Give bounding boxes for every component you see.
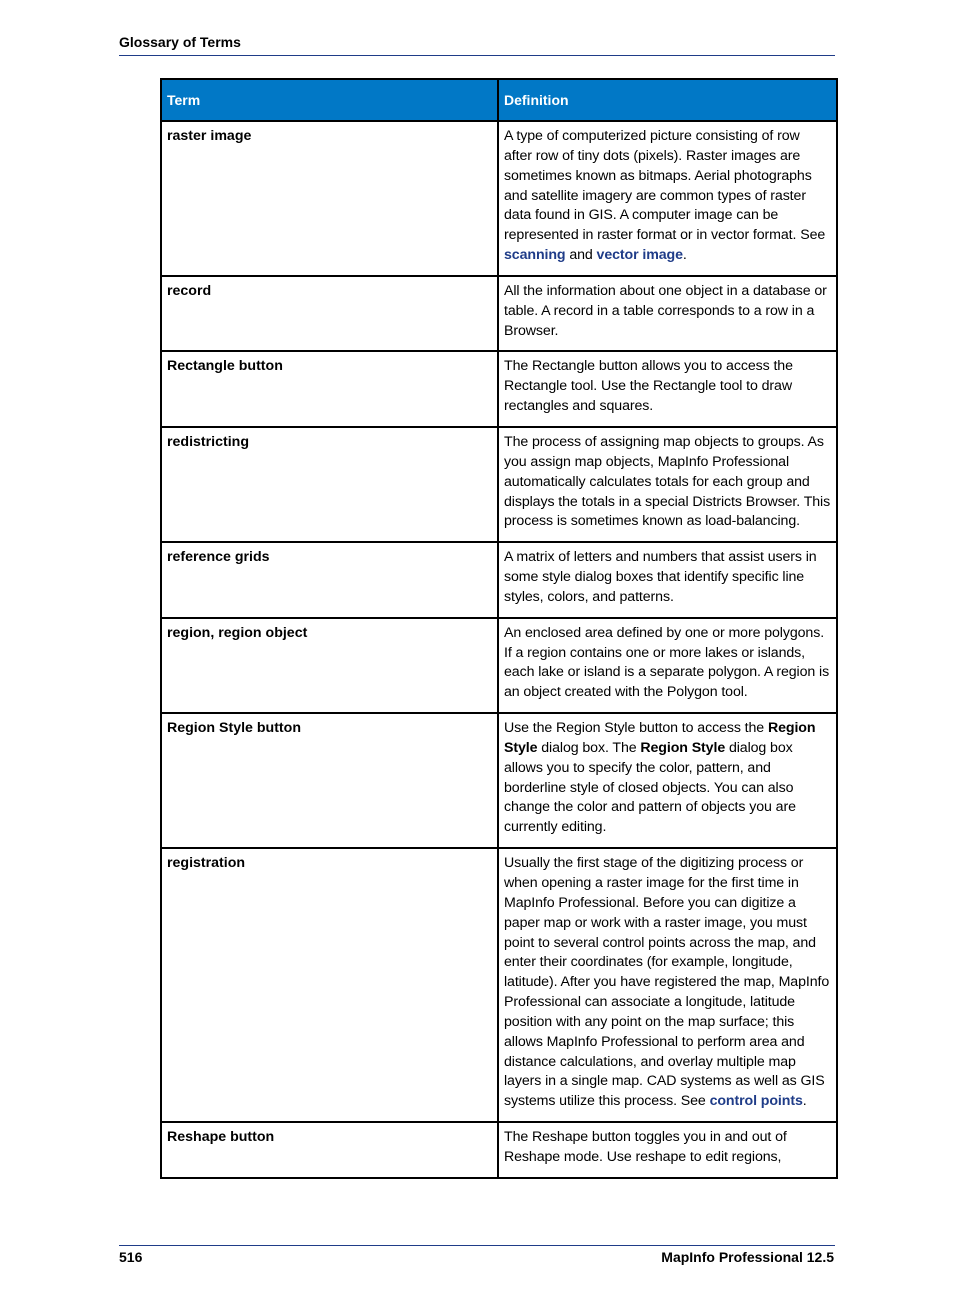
ui-element-name: Region Style <box>640 739 726 756</box>
ui-element-name: Region Style <box>504 720 816 756</box>
definition-cell <box>498 427 837 542</box>
term-cell: redistricting <box>161 427 498 542</box>
table-row <box>161 351 837 427</box>
definition-cell <box>498 618 837 713</box>
term-cell: region, region object <box>161 618 498 713</box>
definition-cell <box>498 121 837 276</box>
definition-cell <box>498 848 837 1122</box>
running-header-title: Glossary of Terms <box>119 34 241 50</box>
term-cell: reference grids <box>161 542 498 618</box>
definition-text: and <box>565 247 597 264</box>
term-cell: Rectangle button <box>161 351 498 427</box>
definition-text: The Rectangle button allows you to access the Rectangle tool. Use the Rectangle tool to draw rectangles and squares. <box>504 358 793 415</box>
definition-cell <box>498 276 837 352</box>
definition-text: Use the Region Style button to access the <box>504 720 768 737</box>
definition-text: The process of assigning map objects to groups. As you assign map objects, MapInfo Professional automatically calculates totals for each group and displays the totals in a special Districts Browser. This process is sometimes known as load-balancing. <box>504 433 831 530</box>
definition-cell <box>498 1122 837 1178</box>
column-header-definition: Definition <box>498 79 837 121</box>
definition-text: The Reshape button toggles you in and out of Reshape mode. Use reshape to edit regions, <box>504 1129 787 1165</box>
definition-text: dialog box allows you to specify the color, pattern, and borderline style of closed objects. You can also change the color and pattern of objects you are currently editing. <box>504 739 796 836</box>
definition-cell <box>498 542 837 618</box>
table-row <box>161 713 837 848</box>
header-rule <box>119 55 835 56</box>
table-row <box>161 1122 837 1178</box>
cross-reference-link[interactable]: vector image <box>596 247 683 264</box>
definition-cell <box>498 713 837 848</box>
glossary-body <box>161 121 837 1178</box>
definition-text: dialog box. The <box>537 739 641 756</box>
term-cell: raster image <box>161 121 498 276</box>
definition-cell <box>498 351 837 427</box>
table-row <box>161 276 837 352</box>
term-cell: record <box>161 276 498 352</box>
table-row <box>161 848 837 1122</box>
glossary-table <box>160 78 838 1179</box>
definition-text: . <box>682 247 687 264</box>
cross-reference-link[interactable]: scanning <box>504 247 566 264</box>
table-row <box>161 121 837 276</box>
table-header-row <box>161 79 837 121</box>
table-row <box>161 427 837 542</box>
term-cell: registration <box>161 848 498 1122</box>
footer-rule <box>119 1245 835 1246</box>
term-cell: Region Style button <box>161 713 498 848</box>
table-row <box>161 542 837 618</box>
page-number: 516 <box>119 1249 143 1265</box>
term-cell: Reshape button <box>161 1122 498 1178</box>
cross-reference-link[interactable]: control points <box>709 1093 803 1110</box>
table-row <box>161 618 837 713</box>
definition-text: A matrix of letters and numbers that assist users in some style dialog boxes that identify specific line styles, colors, and patterns. <box>504 549 817 605</box>
definition-text: All the information about one object in a database or table. A record in a table corresponds to a row in a Browser. <box>504 282 827 339</box>
column-header-term: Term <box>161 79 498 121</box>
definition-text: An enclosed area defined by one or more polygons. If a region contains one or more lakes or islands, each lake or island is a separate polygon. A region is an object created with the Polygon tool. <box>504 624 830 701</box>
definition-text: A type of computerized picture consisting of row after row of tiny dots (pixels). Raster images are sometimes known as bitmaps. Aerial photographs and satellite imagery are common types of raster data found in GIS. A computer image can be represented in raster format or in vector format. See <box>504 128 826 244</box>
definition-text: Usually the first stage of the digitizing process or when opening a raster image for the first time in MapInfo Professional. Before you can digitize a paper map or work with a raster image, you must point to several control points across the map, and enter their coordinates (for example, longitude, latitude). After you have registered the map, MapInfo Professional can associate a longitude, latitude position with any point on the map surface; this allows MapInfo Professional to perform area and distance calculations, and overlay multiple map layers in a single map. CAD systems as well as GIS systems utilize this process. See <box>504 855 830 1110</box>
product-name: MapInfo Professional 12.5 <box>661 1249 834 1265</box>
definition-text: . <box>802 1093 807 1110</box>
